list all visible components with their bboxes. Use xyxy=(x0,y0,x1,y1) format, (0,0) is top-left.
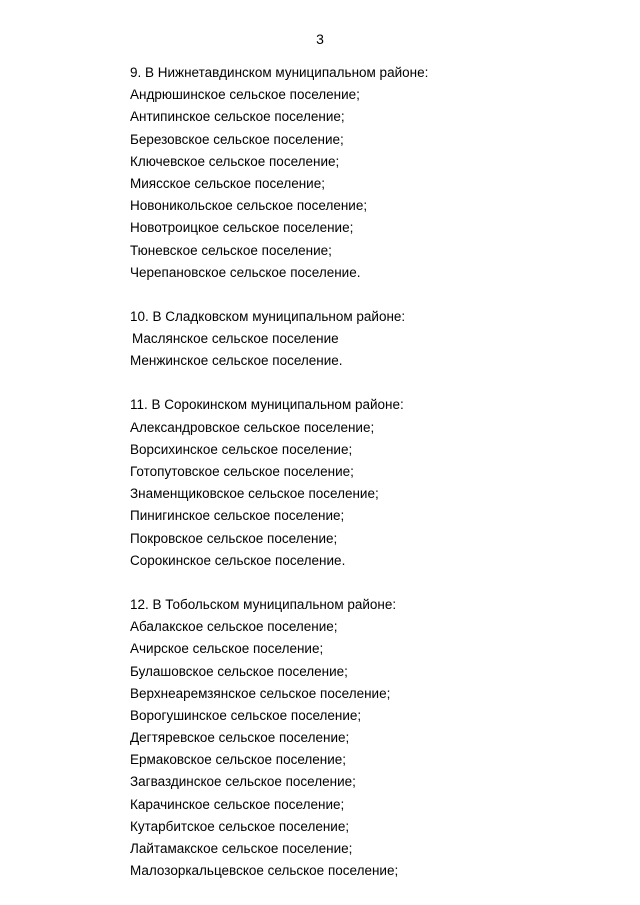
list-item: Новотроицкое сельское поселение; xyxy=(130,220,354,236)
list-item: Малозоркальцевское сельское поселение; xyxy=(130,863,399,879)
list-item: Верхнеаремзянское сельское поселение; xyxy=(130,685,391,701)
list-item: Ворогушинское сельское поселение; xyxy=(130,707,362,723)
list-item: Лайтамакское сельское поселение; xyxy=(130,841,353,856)
list-item: Ворсихинское сельское поселение; xyxy=(130,441,353,457)
list-item: Черепановское сельское поселение. xyxy=(130,264,361,280)
list-item: Березовское сельское поселение; xyxy=(130,131,344,147)
section-tobolsky xyxy=(130,594,610,882)
section-heading: 12. В Тобольском муниципальном районе: xyxy=(130,596,397,612)
section-sladkovsky xyxy=(130,306,610,373)
list-item: Дегтяревское сельское поселение; xyxy=(130,730,350,746)
list-item: Тюневское сельское поселение; xyxy=(130,242,332,258)
list-item: Готопутовское сельское поселение; xyxy=(130,464,354,479)
section-heading: 9. В Нижнетавдинском муниципальном районе: xyxy=(130,65,429,80)
section-nizhnetavdinsky xyxy=(130,62,610,284)
list-item: Знаменщиковское сельское поселение; xyxy=(130,486,379,502)
list-item: Александровское сельское поселение; xyxy=(130,419,375,435)
list-item: Покровское сельское поселение; xyxy=(130,530,338,546)
list-item: Абалакское сельское поселение; xyxy=(130,619,338,635)
section-heading: 11. В Сорокинском муниципальном районе: xyxy=(130,397,404,413)
list-item: Сорокинское сельское поселение. xyxy=(130,552,346,568)
list-item: Андрюшинское сельское поселение; xyxy=(130,87,360,103)
list-item: Маслянское сельское поселение xyxy=(132,331,339,347)
list-item: Антипинское сельское поселение; xyxy=(130,109,345,125)
list-item: Загваздинское сельское поселение; xyxy=(130,774,356,790)
list-item: Пинигинское сельское поселение; xyxy=(130,508,345,524)
document-body xyxy=(130,62,610,882)
list-item: Ермаковское сельское поселение; xyxy=(130,752,347,768)
list-item: Миясское сельское поселение; xyxy=(130,175,325,191)
section-heading: 10. В Сладковском муниципальном районе: xyxy=(130,308,406,324)
list-item: Менжинское сельское поселение. xyxy=(130,353,343,369)
list-item: Булашовское сельское поселение; xyxy=(130,663,348,679)
list-item: Новоникольское сельское поселение; xyxy=(130,198,368,214)
list-item: Кутарбитское сельское поселение; xyxy=(130,818,350,834)
section-sorokinsky xyxy=(130,394,610,572)
list-item: Ачирское сельское поселение; xyxy=(130,641,324,657)
page-number: 3 xyxy=(316,31,324,47)
list-item: Ключевское сельское поселение; xyxy=(130,153,340,169)
list-item: Карачинское сельское поселение; xyxy=(130,796,345,812)
